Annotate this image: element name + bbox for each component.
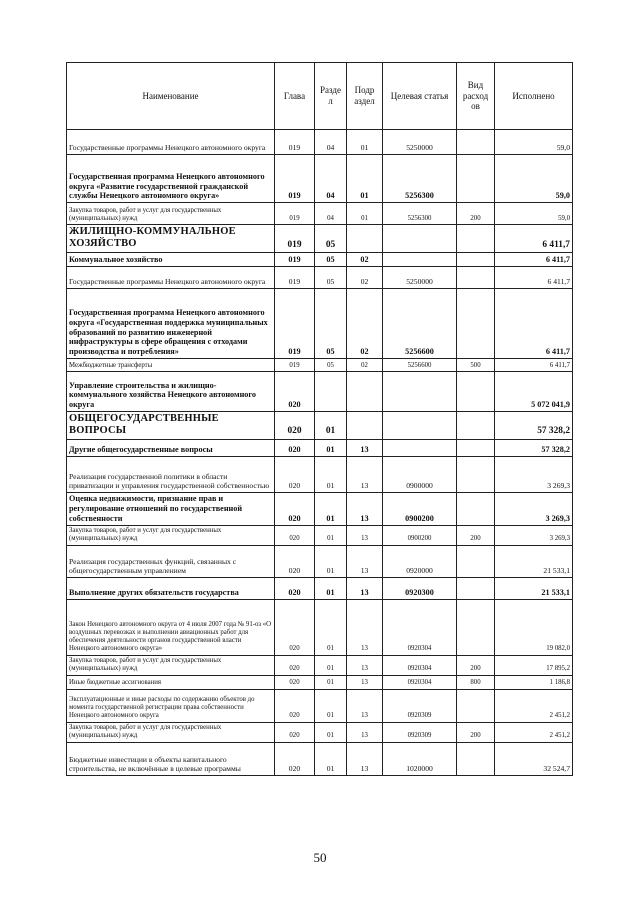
row-section: 01 (315, 492, 347, 525)
row-section: 01 (315, 689, 347, 722)
row-subsection: 13 (347, 655, 383, 675)
row-name: Государственные программы Ненецкого автономного округа (67, 266, 275, 288)
row-name: Другие общегосударственные вопросы (67, 439, 275, 456)
row-expense-type (457, 545, 495, 577)
row-name: Межбюджетные трансферты (67, 358, 275, 371)
header-name: Наименование (67, 63, 275, 130)
row-executed: 21 533,1 (495, 577, 573, 599)
row-expense-type: 200 (457, 722, 495, 742)
row-subsection: 13 (347, 599, 383, 655)
header-section: Разде л (315, 63, 347, 130)
row-chapter: 019 (275, 266, 315, 288)
row-chapter: 020 (275, 722, 315, 742)
row-executed: 6 411,7 (495, 288, 573, 358)
row-section: 01 (315, 722, 347, 742)
row-section: 01 (315, 411, 347, 439)
row-executed: 6 411,7 (495, 266, 573, 288)
row-subsection: 13 (347, 689, 383, 722)
table-row (67, 456, 573, 492)
row-chapter: 019 (275, 225, 315, 253)
row-section: 05 (315, 266, 347, 288)
row-executed: 2 451,2 (495, 722, 573, 742)
row-expense-type (457, 689, 495, 722)
header-executed: Исполнено (495, 63, 573, 130)
row-section: 05 (315, 288, 347, 358)
row-name: Закупка товаров, работ и услуг для государственных (муниципальных) нужд (67, 203, 275, 225)
row-expense-type (457, 155, 495, 203)
table-row (67, 130, 573, 155)
row-name: ОБЩЕГОСУДАРСТВЕННЫЕ ВОПРОСЫ (67, 411, 275, 439)
table-row (67, 689, 573, 722)
row-executed: 57 328,2 (495, 439, 573, 456)
row-chapter: 019 (275, 155, 315, 203)
row-subsection: 13 (347, 742, 383, 775)
row-subsection: 13 (347, 439, 383, 456)
row-name: Государственные программы Ненецкого автономного округа (67, 130, 275, 155)
table-row (67, 203, 573, 225)
row-subsection: 13 (347, 722, 383, 742)
row-expense-type (457, 492, 495, 525)
row-executed: 59,0 (495, 130, 573, 155)
row-name: Закупка товаров, работ и услуг для государственных (муниципальных) нужд (67, 722, 275, 742)
row-chapter: 020 (275, 545, 315, 577)
row-name: Иные бюджетные ассигнования (67, 675, 275, 689)
row-section: 05 (315, 358, 347, 371)
row-expense-type (457, 371, 495, 411)
row-target-article: 0920304 (383, 599, 457, 655)
table-row (67, 675, 573, 689)
row-target-article: 5256300 (383, 155, 457, 203)
table-row (67, 371, 573, 411)
row-executed: 3 269,3 (495, 525, 573, 545)
row-expense-type: 500 (457, 358, 495, 371)
row-name: Реализация государственной политики в области приватизации и управления государственной собственностью (67, 456, 275, 492)
row-executed: 2 451,2 (495, 689, 573, 722)
row-executed: 1 186,8 (495, 675, 573, 689)
row-executed: 32 524,7 (495, 742, 573, 775)
row-expense-type (457, 439, 495, 456)
row-target-article (383, 252, 457, 266)
row-chapter: 020 (275, 439, 315, 456)
row-target-article: 5256300 (383, 203, 457, 225)
row-section: 01 (315, 577, 347, 599)
table-row (67, 545, 573, 577)
row-section: 01 (315, 545, 347, 577)
row-expense-type (457, 288, 495, 358)
row-section: 05 (315, 252, 347, 266)
table-row (67, 288, 573, 358)
row-chapter: 020 (275, 599, 315, 655)
row-subsection: 13 (347, 675, 383, 689)
table-header-row (67, 63, 573, 130)
row-target-article (383, 411, 457, 439)
table-row (67, 225, 573, 253)
row-section (315, 371, 347, 411)
row-section: 05 (315, 225, 347, 253)
row-name: Выполнение других обязательств государства (67, 577, 275, 599)
row-expense-type: 800 (457, 675, 495, 689)
row-executed: 6 411,7 (495, 225, 573, 253)
row-target-article: 5256600 (383, 358, 457, 371)
row-chapter: 019 (275, 288, 315, 358)
row-executed: 5 072 041,9 (495, 371, 573, 411)
row-expense-type (457, 456, 495, 492)
row-target-article: 0920300 (383, 577, 457, 599)
row-executed: 59,0 (495, 203, 573, 225)
row-expense-type: 200 (457, 203, 495, 225)
row-chapter: 019 (275, 130, 315, 155)
row-subsection (347, 371, 383, 411)
row-target-article: 0900000 (383, 456, 457, 492)
budget-table (66, 62, 573, 776)
row-expense-type (457, 411, 495, 439)
table-row (67, 577, 573, 599)
row-name: Реализация государственных функций, связанных с общегосударственным управлением (67, 545, 275, 577)
row-subsection: 13 (347, 456, 383, 492)
row-expense-type (457, 577, 495, 599)
table-row (67, 266, 573, 288)
row-name: Закон Ненецкого автономного округа от 4 июля 2007 года № 91-оз «О воздушных перевозках и выполнении авиационных работ для обеспечения деятельности органов государственной власти Ненецкого автономного округа» (67, 599, 275, 655)
row-subsection: 13 (347, 577, 383, 599)
row-executed: 6 411,7 (495, 358, 573, 371)
row-target-article: 0920000 (383, 545, 457, 577)
row-expense-type (457, 266, 495, 288)
row-subsection (347, 225, 383, 253)
row-subsection: 02 (347, 358, 383, 371)
row-expense-type (457, 742, 495, 775)
row-chapter: 020 (275, 577, 315, 599)
row-expense-type: 200 (457, 655, 495, 675)
row-target-article (383, 371, 457, 411)
row-chapter: 019 (275, 358, 315, 371)
row-name: Государственная программа Ненецкого автономного округа «Развитие государственной гражданской службы Ненецкого автономного округа» (67, 155, 275, 203)
row-subsection (347, 411, 383, 439)
row-subsection: 13 (347, 492, 383, 525)
table-row (67, 722, 573, 742)
row-subsection: 02 (347, 252, 383, 266)
row-target-article: 0920309 (383, 722, 457, 742)
row-subsection: 01 (347, 155, 383, 203)
row-name: Государственная программа Ненецкого автономного округа «Государственная поддержка муниципальных образований по развитию инженерной инфраструктуры в сфере обращения с отходами производства и потребления» (67, 288, 275, 358)
row-expense-type (457, 252, 495, 266)
row-section: 01 (315, 439, 347, 456)
row-executed: 59,0 (495, 155, 573, 203)
row-chapter: 020 (275, 655, 315, 675)
row-chapter: 020 (275, 411, 315, 439)
row-target-article (383, 225, 457, 253)
row-section: 01 (315, 525, 347, 545)
header-chapter: Глава (275, 63, 315, 130)
row-name: Коммунальное хозяйство (67, 252, 275, 266)
table-row (67, 439, 573, 456)
row-target-article: 0900200 (383, 525, 457, 545)
row-subsection: 01 (347, 203, 383, 225)
row-chapter: 020 (275, 492, 315, 525)
row-expense-type (457, 225, 495, 253)
row-chapter: 019 (275, 203, 315, 225)
row-name: Закупка товаров, работ и услуг для государственных (муниципальных) нужд (67, 655, 275, 675)
table-row (67, 655, 573, 675)
table-body (67, 130, 573, 776)
row-subsection: 13 (347, 525, 383, 545)
row-section: 04 (315, 130, 347, 155)
row-target-article: 1020000 (383, 742, 457, 775)
row-executed: 57 328,2 (495, 411, 573, 439)
row-section: 01 (315, 655, 347, 675)
row-executed: 3 269,3 (495, 456, 573, 492)
row-chapter: 020 (275, 689, 315, 722)
row-chapter: 019 (275, 252, 315, 266)
row-subsection: 01 (347, 130, 383, 155)
table-row (67, 411, 573, 439)
row-section: 01 (315, 599, 347, 655)
row-target-article: 0900200 (383, 492, 457, 525)
row-chapter: 020 (275, 371, 315, 411)
row-executed: 17 895,2 (495, 655, 573, 675)
row-chapter: 020 (275, 525, 315, 545)
row-target-article: 5250000 (383, 130, 457, 155)
table-row (67, 492, 573, 525)
header-expense-type: Вид расход ов (457, 63, 495, 130)
row-executed: 3 269,3 (495, 492, 573, 525)
row-section: 04 (315, 155, 347, 203)
page-number: 50 (313, 850, 327, 865)
row-name: Управление строительства и жилищно-коммунального хозяйства Ненецкого автономного округа (67, 371, 275, 411)
table-row (67, 742, 573, 775)
row-section: 01 (315, 675, 347, 689)
row-executed: 19 082,0 (495, 599, 573, 655)
table-row (67, 525, 573, 545)
row-target-article: 0920309 (383, 689, 457, 722)
row-expense-type: 200 (457, 525, 495, 545)
row-name: Бюджетные инвестиции в объекты капитального строительства, не включённые в целевые программы (67, 742, 275, 775)
row-target-article: 0920304 (383, 655, 457, 675)
table-row (67, 252, 573, 266)
row-name: Оценка недвижимости, признание прав и регулирование отношений по государственной собственности (67, 492, 275, 525)
row-chapter: 020 (275, 675, 315, 689)
row-target-article (383, 439, 457, 456)
row-expense-type (457, 599, 495, 655)
row-section: 04 (315, 203, 347, 225)
row-section: 01 (315, 456, 347, 492)
row-expense-type (457, 130, 495, 155)
row-name: Закупка товаров, работ и услуг для государственных (муниципальных) нужд (67, 525, 275, 545)
row-target-article: 5250000 (383, 266, 457, 288)
row-chapter: 020 (275, 742, 315, 775)
table-row (67, 358, 573, 371)
table-row (67, 155, 573, 203)
header-subsection: Подр аздел (347, 63, 383, 130)
table-row (67, 599, 573, 655)
row-executed: 6 411,7 (495, 252, 573, 266)
row-target-article: 0920304 (383, 675, 457, 689)
row-executed: 21 533,1 (495, 545, 573, 577)
row-name: Эксплуатационные и иные расходы по содержанию объектов до момента государственной регистрации права собственности Ненецкого автономного округа (67, 689, 275, 722)
row-subsection: 02 (347, 288, 383, 358)
row-section: 01 (315, 742, 347, 775)
row-target-article: 5256600 (383, 288, 457, 358)
row-chapter: 020 (275, 456, 315, 492)
row-subsection: 02 (347, 266, 383, 288)
row-subsection: 13 (347, 545, 383, 577)
header-target-article: Целевая статья (383, 63, 457, 130)
row-name: ЖИЛИЩНО-КОММУНАЛЬНОЕ ХОЗЯЙСТВО (67, 225, 275, 253)
